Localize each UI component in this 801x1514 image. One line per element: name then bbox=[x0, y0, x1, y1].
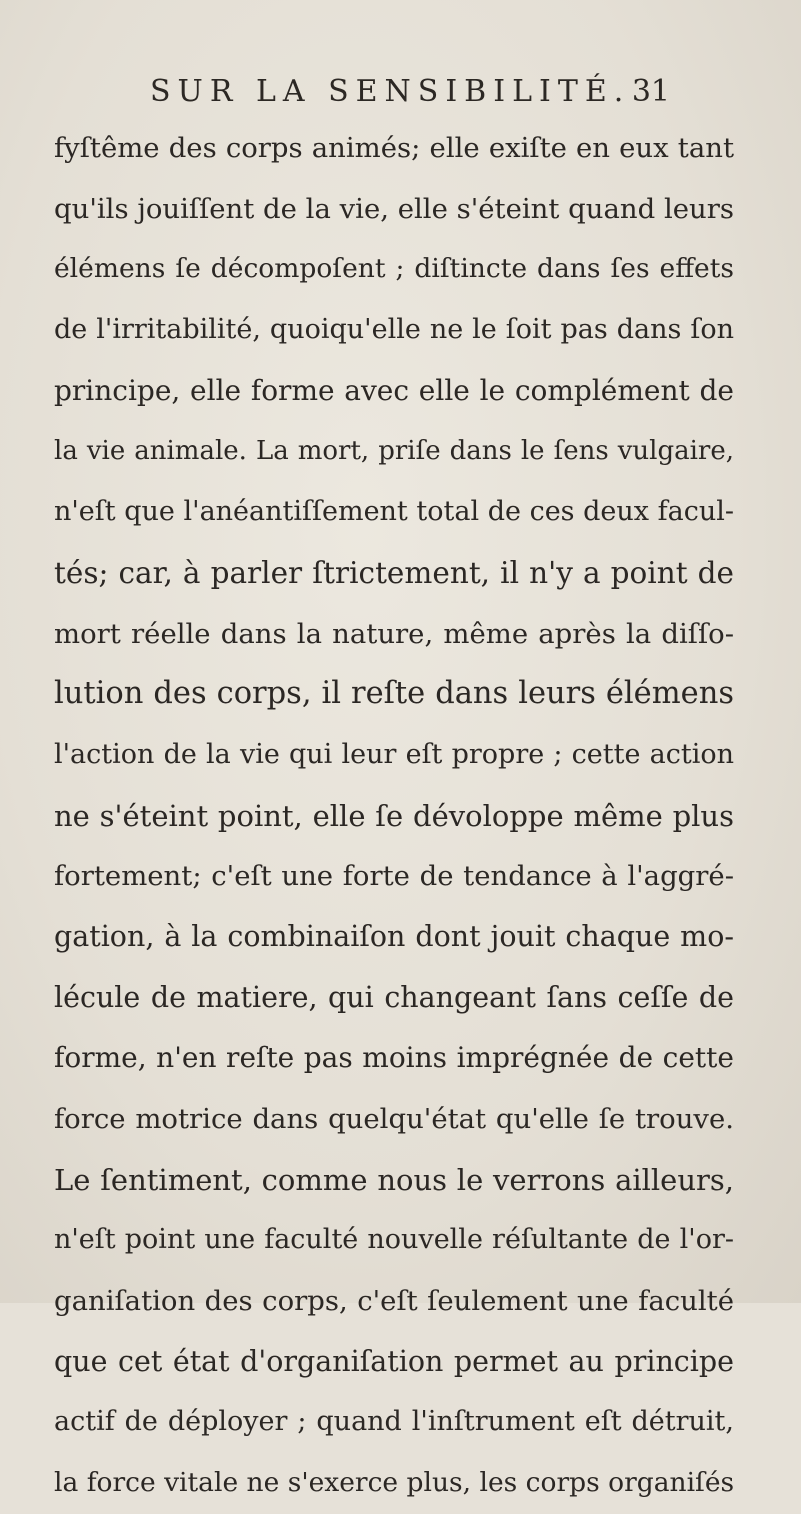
text-line: force motrice dans quelqu'état qu'elle ſe trouve. bbox=[54, 1103, 734, 1135]
text-line: Le ſentiment, comme nous le verrons ailleurs, bbox=[54, 1162, 734, 1197]
text-line: gation, à la combinaiſon dont jouit chaque mo- bbox=[54, 919, 734, 953]
text-line: l'action de la vie qui leur eſt propre ; cette action bbox=[54, 738, 734, 770]
text-line: ne s'éteint point, elle ſe dévoloppe même plus bbox=[54, 798, 734, 833]
body-text bbox=[54, 118, 734, 1514]
text-line: actif de déployer ; quand l'inſtrument eſt détruit, bbox=[54, 1406, 734, 1438]
page-header bbox=[150, 74, 670, 114]
text-line: tés; car, à parler ſtrictement, il n'y a point de bbox=[54, 555, 734, 590]
text-line: la vie animale. La mort, priſe dans le ſens vulgaire, bbox=[54, 436, 734, 467]
text-line: lution des corps, il reſte dans leurs élémens bbox=[54, 676, 734, 712]
text-line: élémens ſe décompoſent ; diſtincte dans ſes effets bbox=[54, 253, 734, 285]
text-line: lécule de matiere, qui changeant ſans ceſſe de bbox=[54, 980, 734, 1014]
text-line: que cet état d'organiſation permet au principe bbox=[54, 1344, 734, 1378]
page-number: 31 bbox=[631, 74, 670, 109]
text-line: mort réelle dans la nature, même après la diſſo- bbox=[54, 617, 734, 650]
text-line: principe, elle forme avec elle le complément de bbox=[54, 373, 734, 407]
running-title: SUR LA SENSIBILITÉ. bbox=[150, 74, 631, 109]
text-line: n'eſt point une faculté nouvelle réſultante de l'or- bbox=[54, 1224, 734, 1256]
text-line: fyſtême des corps animés; elle exiſte en eux tant bbox=[54, 132, 734, 164]
text-line: fortement; c'eſt une forte de tendance à l'aggré- bbox=[54, 860, 734, 893]
text-line: ganiſation des corps, c'eſt ſeulement une faculté bbox=[54, 1285, 734, 1318]
text-line: n'eſt que l'anéantiſſement total de ces deux facul- bbox=[54, 496, 734, 528]
text-line: forme, n'en reſte pas moins imprégnée de cette bbox=[54, 1041, 734, 1075]
text-line: qu'ils jouiſſent de la vie, elle s'éteint quand leurs bbox=[54, 192, 734, 225]
text-line: de l'irritabilité, quoiqu'elle ne le ſoit pas dans ſon bbox=[54, 314, 734, 346]
text-line: la force vitale ne s'exerce plus, les corps organiſés bbox=[54, 1467, 735, 1499]
